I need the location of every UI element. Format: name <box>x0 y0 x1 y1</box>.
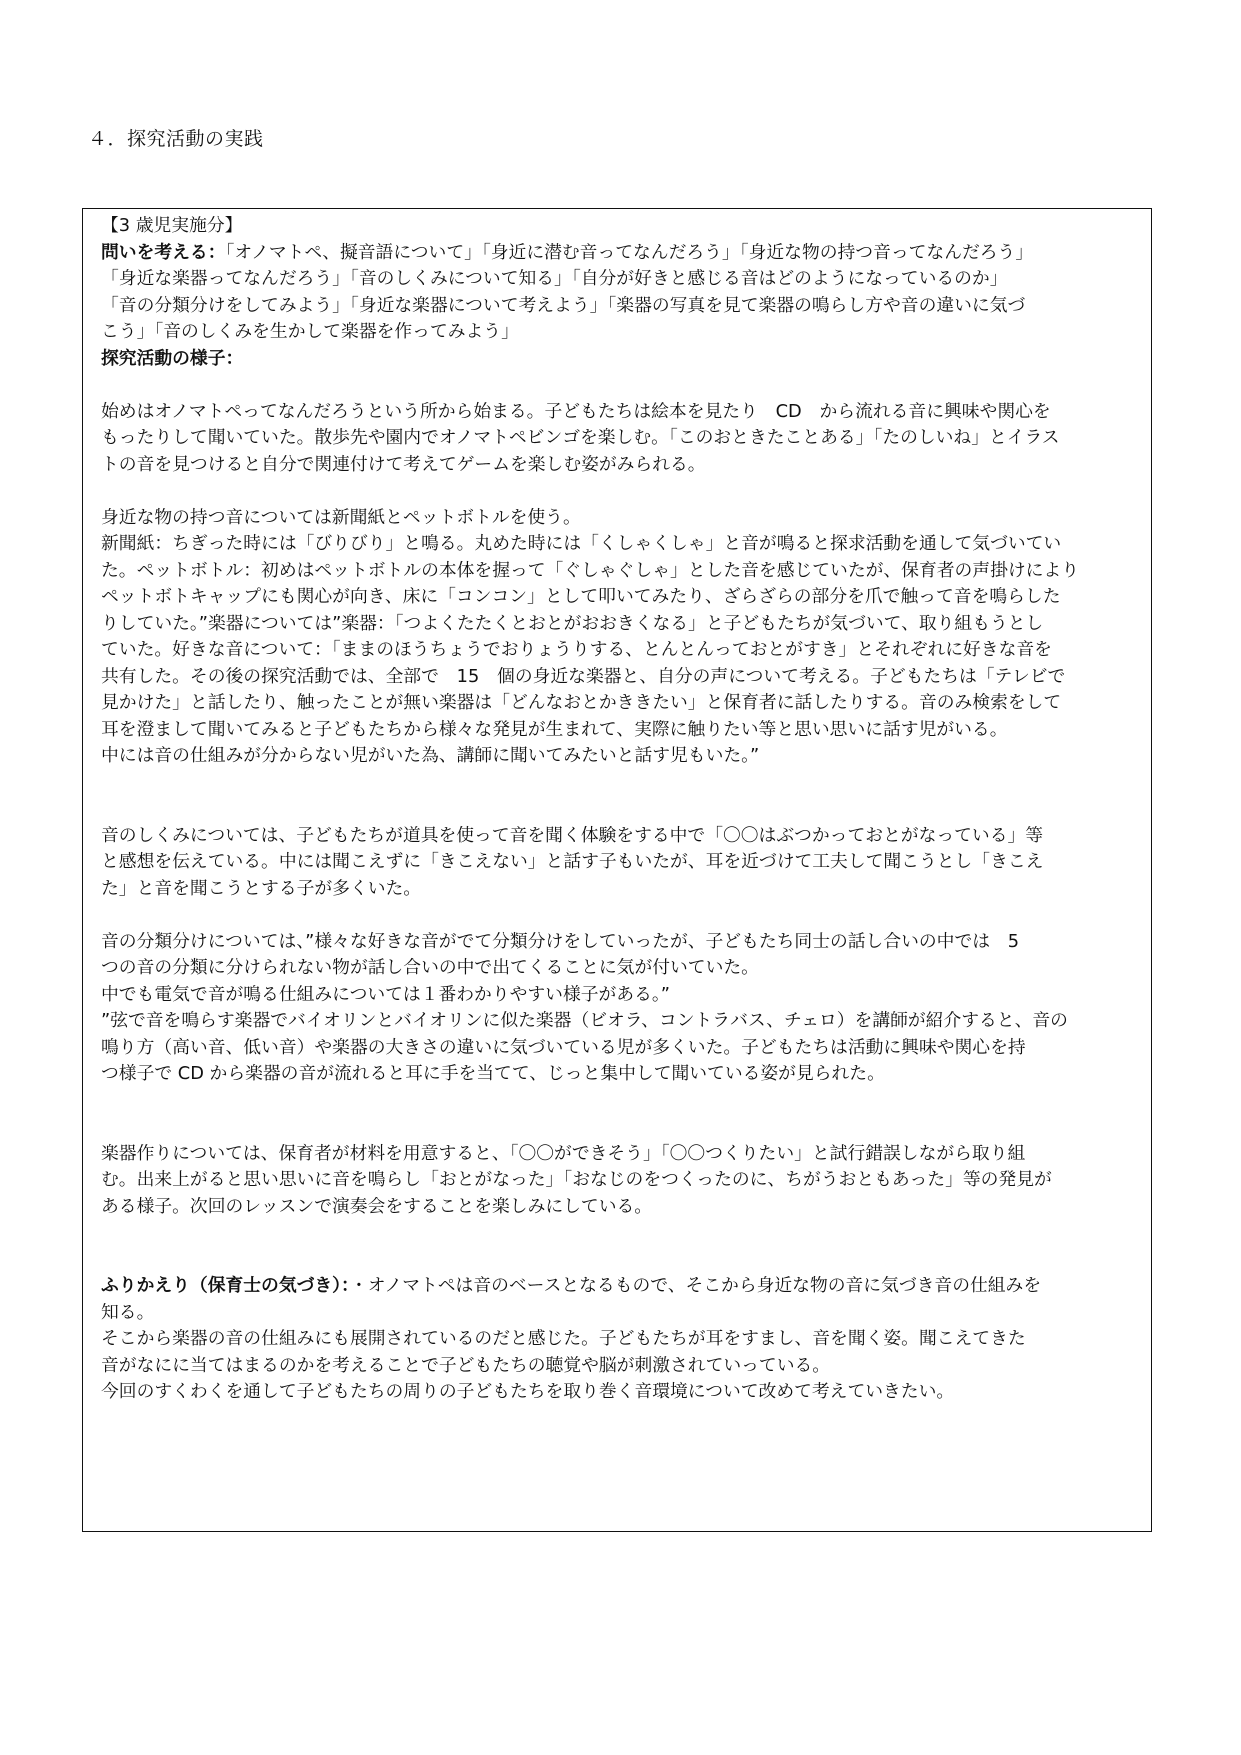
questions-text: 「オノマトペ、擬音語について」「身近に潜む音ってなんだろう」「身近な物の持つ音ってなんだろう」 <box>225 241 1034 263</box>
section-heading: ４．探究活動の実践 <box>88 128 264 150</box>
para3-line-1: 音のしくみについては、子どもたちが道具を使って音を聞く体験をする中で「〇〇はぶつかっておとがなっている」等 <box>101 824 1044 846</box>
questions-line-1 <box>101 240 1135 267</box>
reflection-line-3: そこから楽器の音の仕組みにも展開されているのだと感じた。子どもたちが耳をすまし、音を聞く姿。聞こえてきた <box>101 1328 1026 1349</box>
para2-line-3: た。ペットボトル：初めはペットボトルの本体を握って「ぐしゃぐしゃ」とした音を感じていたが、保育者の声掛けにより <box>101 559 1079 581</box>
para5-line-3: ある様子。次回のレッスンで演奏会をすることを楽しみにしている。 <box>101 1195 653 1217</box>
paragraph-familiar-sounds <box>101 505 1135 770</box>
reflection-line-5: 今回のすくわくを通して子どもたちの周りの子どもたちを取り巻く音環境について改めて考えていきたい。 <box>101 1381 955 1402</box>
para3-line-2: と感想を伝えている。中には聞こえずに「きこえない」と話す子もいたが、耳を近づけて工夫して聞こうとし「きこえ <box>101 851 1044 872</box>
para4-line-5: 鳴り方（高い音、低い音）や楽器の大きさの違いに気づいている児が多くいた。子どもたちは活動に興味や関心を持 <box>101 1036 1026 1058</box>
para2-line-7: 共有した。その後の探究活動では、全部で 15 個の身近な楽器と、自分の声について考える。子どもたちは「テレビで <box>101 665 1066 687</box>
para2-line-9: 耳を澄まして聞いてみると子どもたちから様々な発見が生まれて、実際に触りたい等と思い思いに話す児がいる。 <box>101 718 1008 740</box>
para1-line-3: トの音を見つけると自分で関連付けて考えてゲームを楽しむ姿がみられる。 <box>101 453 706 475</box>
para2-line-5: りしていた。”楽器については”楽器：「つよくたたくとおとがおおきくなる」と子どもたちが気づいて、取り組もうとし <box>101 612 1044 634</box>
paragraph-onomatopoeia <box>101 399 1135 479</box>
para2-line-6: ていた。好きな音について：「ままのほうちょうでおりょうりする、とんとんっておとがすき」とそれぞれに好きな音を <box>101 639 1052 660</box>
para2-line-10: 中には音の仕組みが分からない児がいた為、講師に聞いてみたいと話す児もいた。” <box>101 745 760 766</box>
paragraph-sound-mechanism <box>101 823 1135 903</box>
para3-line-3: た」と音を聞こうとする子が多くいた。 <box>101 877 422 899</box>
para5-line-1: 楽器作りについては、保育者が材料を用意すると、「〇〇ができそう」「〇〇つくりたい」と試行錯誤しながら取り組 <box>101 1142 1026 1164</box>
reflection-first-text: ・オノマトペは音のベースとなるもので、そこから身近な物の音に気づき音の仕組みを <box>349 1275 1042 1296</box>
para5-line-2: む。出来上がると思い思いに音を鳴らし「おとがなった」「おなじのをつくったのに、ちがうおともあった」等の発見が <box>101 1169 1052 1190</box>
paragraph-instrument-making <box>101 1141 1135 1221</box>
paragraph-sound-classification <box>101 929 1135 1088</box>
para4-line-6: つ様子で CD から楽器の音が流れると耳に手を当てて、じっと集中して聞いている姿が見られた。 <box>101 1063 885 1084</box>
activity-label-text: 探究活動の様子： <box>101 347 244 369</box>
para4-line-3: 中でも電気で音が鳴る仕組みについては１番わかりやすい様子がある。” <box>101 983 670 1005</box>
para4-line-2: つの音の分類に分けられない物が話し合いの中で出てくることに気が付いていた。 <box>101 957 759 978</box>
para4-line-4: ”弦で音を鳴らす楽器でバイオリンとバイオリンに似た楽器（ビオラ、コントラバス、チェロ）を講師が紹介すると、音の <box>101 1010 1068 1031</box>
questions-line-4: こう」「音のしくみを生かして楽器を作ってみよう」 <box>101 321 519 342</box>
activity-label <box>101 346 1135 373</box>
group-label <box>101 213 1135 240</box>
para2-line-1: 身近な物の持つ音については新聞紙とペットボトルを使う。 <box>101 506 581 528</box>
reflection-line-2: 知る。 <box>101 1301 155 1323</box>
questions-line-3: 「音の分類分けをしてみよう」「身近な楽器について考えよう」「楽器の写真を見て楽器の鳴らし方や音の違いに気づ <box>101 294 1026 316</box>
para1-line-1: 始めはオノマトペってなんだろうという所から始まる。子どもたちは絵本を見たり CD から流れる音に興味や関心を <box>101 400 1051 422</box>
activity-report-box <box>82 208 1152 1532</box>
reflection-line-1 <box>101 1273 1135 1300</box>
group-label-text: 【3 歳児実施分】 <box>101 215 243 236</box>
para4-line-1: 音の分類分けについては、”様々な好きな音がでて分類分けをしていったが、子どもたち同士の話し合いの中では 5 <box>101 930 1020 952</box>
reflection-line-4: 音がなにに当てはまるのかを考えることで子どもたちの聴覚や脳が刺激されていっている。 <box>101 1354 831 1376</box>
para2-line-4: ペットボトキャップにも関心が向き、床に「コンコン」として叩いてみたり、ざらざらの部分を爪で触って音を鳴らした <box>101 586 1061 607</box>
questions-line-2: 「身近な楽器ってなんだろう」「音のしくみについて知る」「自分が好きと感じる音はどのようになっているのか」 <box>101 268 1008 289</box>
questions-label: 問いを考える： <box>101 241 226 263</box>
para2-line-2: 新聞紙：ちぎった時には「びりびり」と鳴る。丸めた時には「くしゃくしゃ」と音が鳴ると探求活動を通して気づいてい <box>101 533 1062 554</box>
paragraph-reflection <box>101 1273 1135 1406</box>
para2-line-8: 見かけた」と話したり、触ったことが無い楽器は「どんなおとかききたい」と保育者に話したりする。音のみ検索をして <box>101 692 1062 713</box>
questions-block <box>101 240 1135 346</box>
para1-line-2: もったりして聞いていた。散歩先や園内でオノマトペビンゴを楽しむ。「このおときたことある」「たのしいね」とイラス <box>101 427 1060 448</box>
reflection-label: ふりかえり（保育士の気づき）： <box>101 1275 350 1296</box>
